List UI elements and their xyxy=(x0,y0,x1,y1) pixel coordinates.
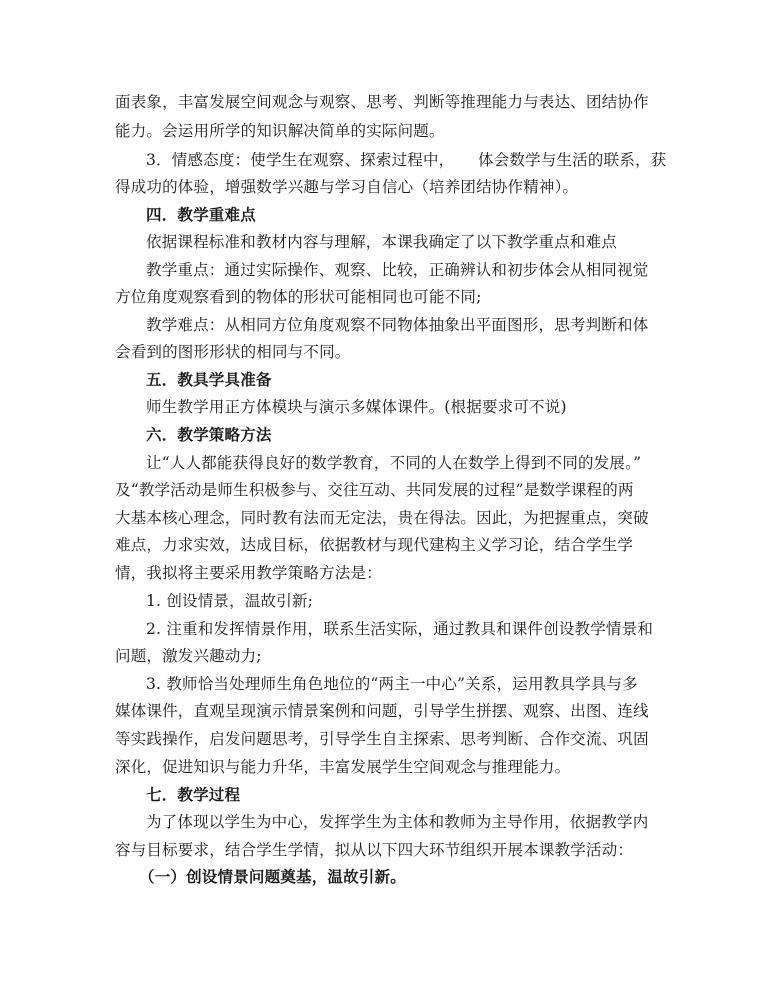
section-heading: 六．教学策略方法 xyxy=(146,425,272,444)
body-line: 及“教学活动是师生积极参与、交往互动、共同发展的过程”是数学课程的两 xyxy=(115,481,634,499)
body-line: 大基本核心理念，同时教有法而无定法，贵在得法。因此，为把握重点，突破 xyxy=(115,509,649,527)
body-line: 面表象，丰富发展空间观念与观察、思考、判断等推理能力与表达、团结协作 xyxy=(115,93,649,111)
body-line: 能力。会运用所学的知识解决简单的实际问题。 xyxy=(115,122,445,140)
body-line: 等实践操作，启发问题思考，引导学生自主探索、思考判断、合作交流、巩固 xyxy=(115,730,649,748)
list-item: 3. 教师恰当处理师生角色地位的“两主一中心”关系，运用教具学具与多 xyxy=(146,675,638,693)
paragraph-line: 教学难点：从相同方位角度观察不同物体抽象出平面图形，思考判断和体 xyxy=(146,316,649,334)
body-line: 媒体课件，直观呈现演示情景案例和问题，引导学生拼摆、观察、出图、连线 xyxy=(115,702,649,720)
section-heading: 五．教具学具准备 xyxy=(146,370,272,389)
list-item: 3．情感态度：使学生在观察、探索过程中， 体会数学与生活的联系，获 xyxy=(146,151,667,169)
section-heading: 四．教学重难点 xyxy=(146,205,256,224)
body-line: 难点，力求实效，达成目标，依据教材与现代建构主义学习论，结合学生学 xyxy=(115,536,634,554)
paragraph-line: 依据课程标准和教材内容与理解，本课我确定了以下教学重点和难点 xyxy=(146,233,618,251)
list-item: 1. 创设情景，温故引新; xyxy=(146,592,314,610)
paragraph-line: 为了体现以学生为中心，发挥学生为主体和教师为主导作用，依据教学内 xyxy=(146,813,649,831)
subsection-heading: （一）创设情景问题奠基，温故引新。 xyxy=(139,867,406,886)
paragraph-line: 教学重点：通过实际操作、观察、比较，正确辨认和初步体会从相同视觉 xyxy=(146,261,649,279)
paragraph-line: 让“人人都能获得良好的数学教育，不同的人在数学上得到不同的发展。” xyxy=(146,454,642,472)
body-line: 会看到的图形形状的相同与不同。 xyxy=(115,343,351,361)
body-line: 得成功的体验，增强数学兴趣与学习自信心（培养团结协作精神）。 xyxy=(115,178,579,196)
body-line: 情，我拟将主要采用教学策略方法是： xyxy=(115,564,382,582)
body-line: 问题，激发兴趣动力; xyxy=(115,647,262,665)
body-line: 容与目标要求，结合学生学情，拟从以下四大环节组织开展本课教学活动： xyxy=(115,841,634,859)
section-heading: 七．教学过程 xyxy=(146,785,241,804)
list-item: 2. 注重和发挥情景作用，联系生活实际，通过教具和课件创设教学情景和 xyxy=(146,620,654,638)
body-line: 深化，促进知识与能力升华，丰富发展学生空间观念与推理能力。 xyxy=(115,758,571,776)
body-line: 方位角度观察看到的物体的形状可能相同也可能不同; xyxy=(115,288,482,306)
paragraph-line: 师生教学用正方体模块与演示多媒体课件。(根据要求可不说) xyxy=(146,398,567,416)
